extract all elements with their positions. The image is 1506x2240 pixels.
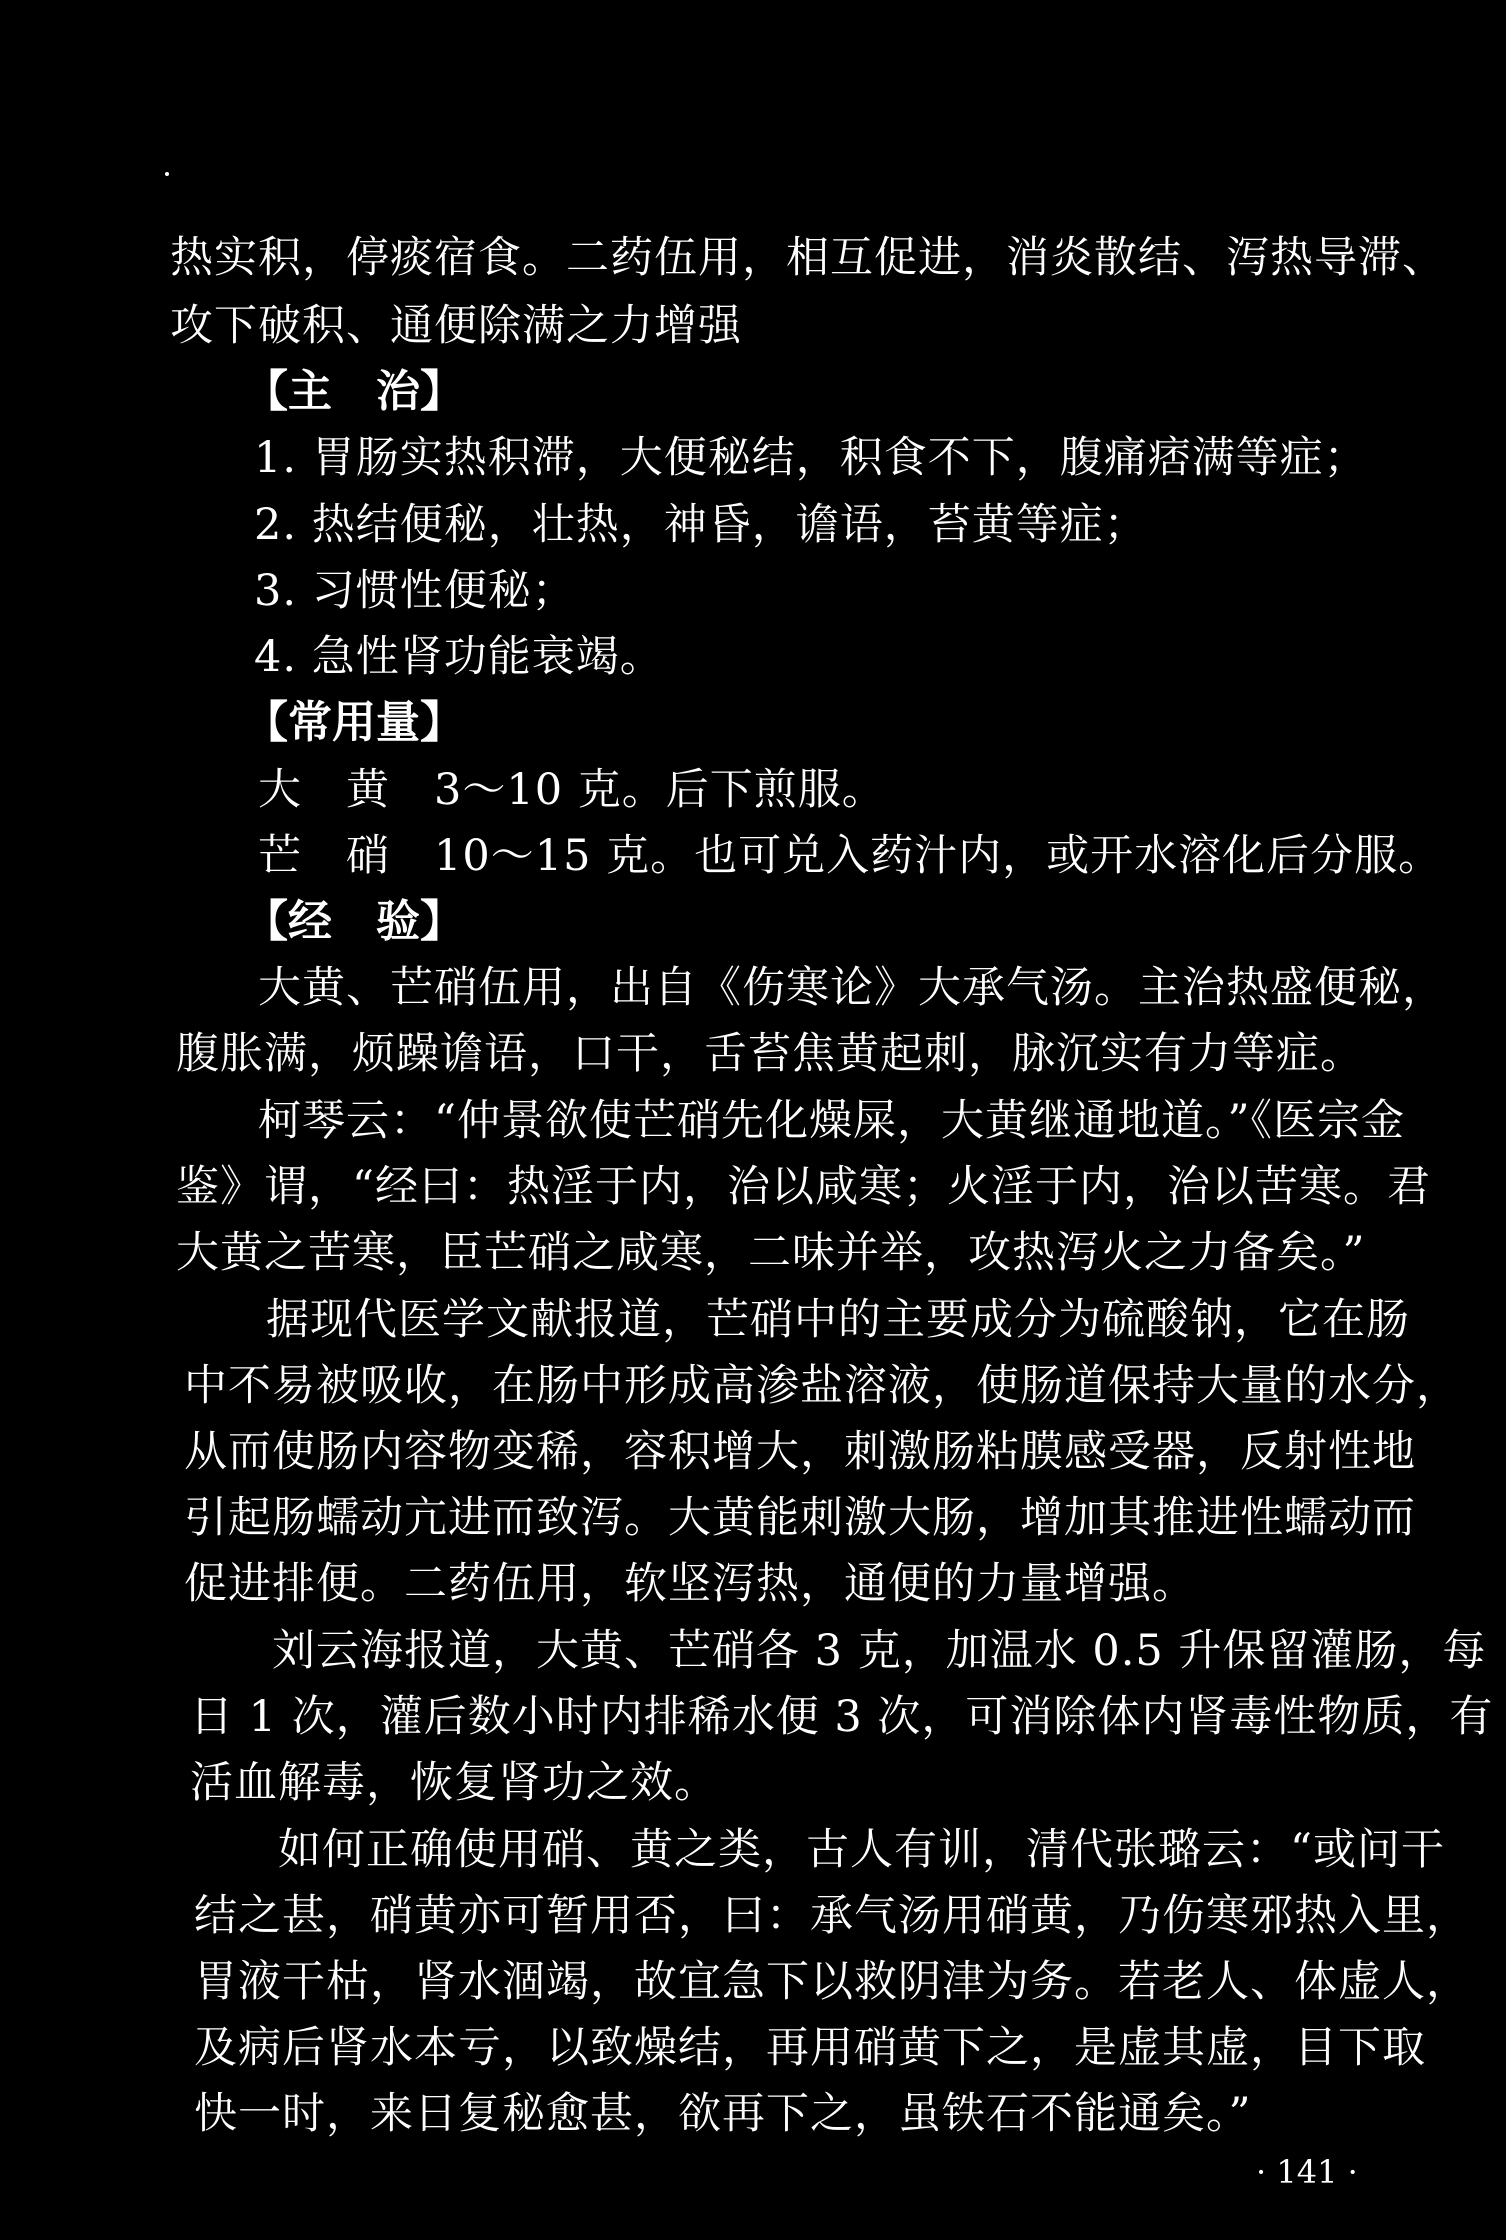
dosage-item: 大 黄 3～10 克。后下煎服。 bbox=[258, 765, 886, 815]
paragraph-line: 刘云海报道，大黄、芒硝各 3 克，加温水 0.5 升保留灌肠，每 bbox=[272, 1626, 1487, 1676]
page-number: · 141 · bbox=[1256, 2153, 1358, 2191]
paragraph-line: 促进排便。二药伍用，软坚泻热，通便的力量增强。 bbox=[184, 1559, 1196, 1609]
paragraph-line: 及病后肾水本亏，以致燥结，再用硝黄下之，是虚其虚，目下取 bbox=[194, 2023, 1426, 2073]
paragraph-line: 大黄之苦寒，臣芒硝之咸寒，二味并举，攻热泻火之力备矣。” bbox=[176, 1228, 1366, 1278]
section-heading-dosage: 【常用量】 bbox=[244, 697, 464, 748]
section-heading-experience: 【经 验】 bbox=[244, 896, 464, 947]
text-line: 热实积，停痰宿食。二药伍用，相互促进，消炎散结、泻热导滞、 bbox=[170, 233, 1446, 283]
list-item: 1. 胃肠实热积滞，大便秘结，积食不下，腹痛痞满等症； bbox=[254, 433, 1368, 483]
text-line: 攻下破积、通便除满之力增强 bbox=[170, 301, 742, 351]
paragraph-line: 中不易被吸收，在肠中形成高渗盐溶液，使肠道保持大量的水分， bbox=[184, 1361, 1460, 1411]
paragraph-line: 胃液干枯，肾水涸竭，故宜急下以救阴津为务。若老人、体虚人， bbox=[194, 1957, 1470, 2007]
speck-mark bbox=[165, 172, 169, 176]
paragraph-line: 引起肠蠕动亢进而致泻。大黄能刺激大肠，增加其推进性蠕动而 bbox=[184, 1493, 1416, 1543]
dosage-item: 芒 硝 10～15 克。也可兑入药汁内，或开水溶化后分服。 bbox=[258, 831, 1443, 881]
list-item: 4. 急性肾功能衰竭。 bbox=[254, 632, 664, 682]
list-item: 3. 习惯性便秘； bbox=[254, 566, 576, 616]
paragraph-line: 从而使肠内容物变稀，容积增大，刺激肠粘膜感受器，反射性地 bbox=[184, 1427, 1416, 1477]
paragraph-line: 大黄、芒硝伍用，出自《伤寒论》大承气汤。主治热盛便秘， bbox=[258, 963, 1446, 1013]
list-item: 2. 热结便秘，壮热，神昏，谵语，苔黄等症； bbox=[254, 500, 1148, 550]
paragraph-line: 腹胀满，烦躁谵语，口干，舌苔焦黄起刺，脉沉实有力等症。 bbox=[176, 1029, 1364, 1079]
paragraph-line: 活血解毒，恢复肾功之效。 bbox=[190, 1758, 718, 1808]
paragraph-line: 日 1 次，灌后数小时内排稀水便 3 次，可消除体内肾毒性物质，有 bbox=[190, 1692, 1494, 1742]
paragraph-line: 据现代医学文献报道，芒硝中的主要成分为硫酸钠，它在肠 bbox=[266, 1295, 1410, 1345]
paragraph-line: 柯琴云：“仲景欲使芒硝先化燥屎，大黄继通地道。”《医宗金 bbox=[258, 1096, 1405, 1146]
paragraph-line: 如何正确使用硝、黄之类，古人有训，清代张璐云：“或问干 bbox=[278, 1825, 1445, 1875]
paragraph-line: 结之甚，硝黄亦可暂用否，曰：承气汤用硝黄，乃伤寒邪热入里， bbox=[194, 1891, 1470, 1941]
paragraph-line: 快一时，来日复秘愈甚，欲再下之，虽铁石不能通矣。” bbox=[194, 2089, 1252, 2139]
section-heading-indications: 【主 治】 bbox=[244, 366, 464, 417]
paragraph-line: 鉴》谓，“经曰：热淫于内，治以咸寒；火淫于内，治以苦寒。君 bbox=[176, 1162, 1431, 1212]
